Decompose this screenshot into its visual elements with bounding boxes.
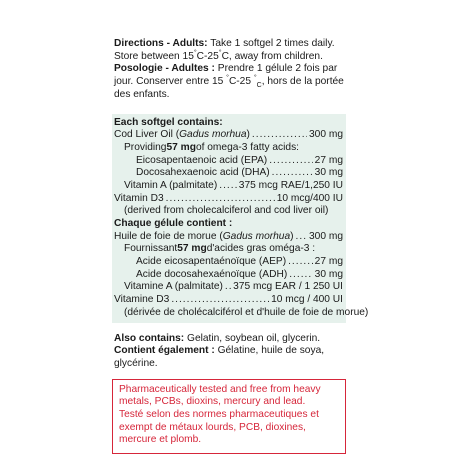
degree-symbol: ° [253,74,257,82]
degree-symbol: ° [226,74,229,82]
also-contains-block [114,333,346,371]
purity-notice-fr: Testé selon des normes pharmaceutiques et exempt de métaux lourds, PCB, dioxines, mercure et plomb. [119,409,319,446]
directions-en-heading: Directions - Adults: [114,38,208,49]
supplement-label [114,38,369,454]
dot-leader [225,281,231,294]
dot-leader [252,129,307,142]
also-contains-fr: Contient également : Gélatine, huile de soya, glycérine. [114,345,325,369]
en-heading: Each softgel contains: [114,116,223,128]
directions-en-store-mid: C-25 [196,50,219,62]
en-row-omega3: Providing 57 mg of omega-3 fatty acids: [124,141,299,153]
en-r1-name: Cod Liver Oil (Gadus morhua) [114,129,250,141]
dot-leader [269,155,312,168]
directions-fr-sub-c: C [256,82,262,90]
en-row-epa: Eicosapentaenoic acid (EPA) ..... 27 mg [114,155,343,168]
en-row-cod-liver-oil [114,129,343,142]
dot-leader [219,180,237,193]
dot-leader [272,167,313,180]
fr-row-adh: Acide docosahexaénoïque (ADH) ..... 30 mg [114,269,343,282]
dot-leader [288,256,313,269]
degree-symbol: ° [193,49,197,57]
directions-fr-heading: Posologie - Adultes : [114,63,215,75]
fr-r1-name: Huile de foie de morue (Gadus morhua) [114,230,294,242]
dot-leader [171,294,269,307]
directions-block [114,38,346,102]
directions-en-store-end: C, away from children. [221,50,323,62]
purity-notice-en: Pharmaceutically tested and free from heavy metals, PCBs, dioxins, mercury and lead. [119,383,321,408]
directions-fr-temp: C-25 [228,76,254,88]
fr-row-huile: Huile de foie de morue (Gadus morhua) ..... 300 mg [114,231,343,244]
dot-leader [289,269,312,282]
also-contains-en: Also contains: Gelatin, soybean oil, glycerin. [114,332,321,344]
ingredients-panel [112,114,369,323]
en-row-vitamin-d3: Vitamin D3 ..... 10 mcg/400 IU [114,193,343,206]
purity-notice-box [112,379,346,455]
en-omega3-amount: 57 mg [166,141,196,153]
fr-row-aep: Acide eicosapentaénoïque (AEP) ..... 27 mg [114,256,343,269]
en-row-vitamin-a: Vitamin A (palmitate) ..... 375 mcg RAE/1,250 IU [114,180,343,193]
en-r1-value: 300 mg [309,129,343,141]
fr-heading: Chaque gélule contient : [114,218,233,230]
degree-symbol: ° [218,49,222,57]
dot-leader [166,193,275,206]
dot-leader [296,231,307,244]
directions-en-line1: Take 1 softgel 2 times daily. [207,38,335,49]
directions-fr [114,63,346,101]
directions-fr-line1: Prendre 1 gélule 2 fois par jour. Conserver entre 15 [114,63,338,88]
fr-row-derivee: (dérivée de cholécalciférol et d'huile de foie de morue) [124,306,369,318]
fr-row-omega3: Fournissant 57 mg d'acides gras oméga-3 : [124,243,316,255]
directions-fr-end: , hors de la portée des enfants. [114,76,344,100]
fr-omega3-amount: 57 mg [177,243,207,255]
directions-en-store: Store between 15 [114,50,194,62]
fr-row-vitamine-a: Vitamine A (palmitate) ..... 375 mcg EAR / 1 250 UI [114,281,343,294]
directions-en [114,38,346,63]
en-row-derived: (derived from cholecalciferol and cod liver oil) [124,205,329,217]
en-row-dha: Docosahexaenoic acid (DHA) ..... 30 mg [114,167,343,180]
fr-row-vitamine-d3: Vitamine D3 ..... 10 mcg / 400 UI [114,294,343,307]
